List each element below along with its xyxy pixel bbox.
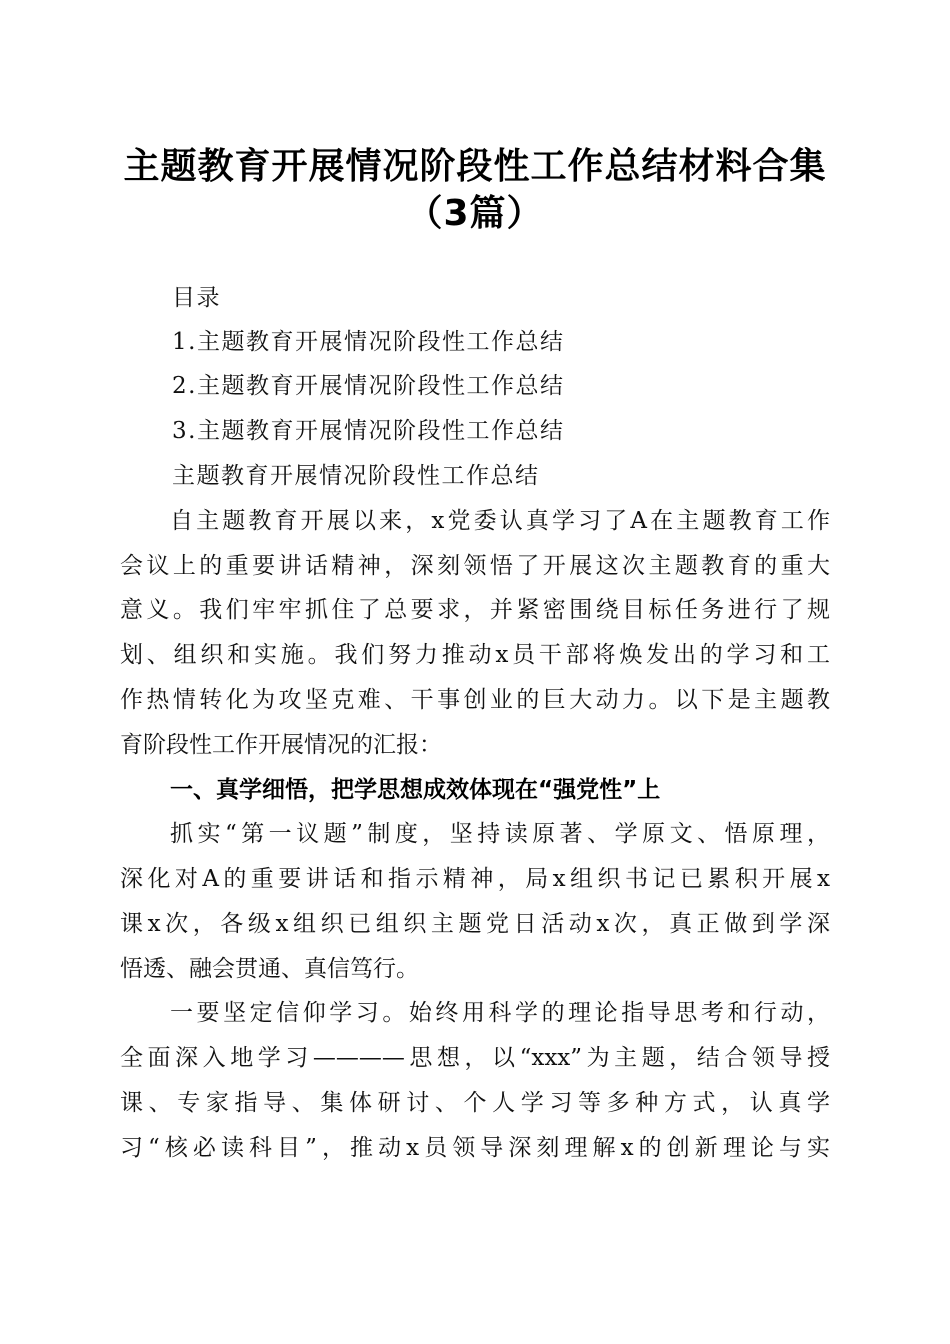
section-heading: 一、真学细悟，把学思想成效体现在“强党性”上 — [170, 777, 661, 803]
toc-item: 2.主题教育开展情况阶段性工作总结 — [172, 373, 565, 399]
intro-line: 会议上的重要讲话精神，深刻领悟了开展这次主题教育的重大 — [120, 553, 830, 579]
intro-line: 自主题教育开展以来，x党委认真学习了A在主题教育工作 — [170, 508, 830, 534]
article-title: 主题教育开展情况阶段性工作总结 — [172, 463, 540, 489]
document-subtitle: （3篇） — [406, 193, 544, 234]
paragraph-line: 一要坚定信仰学习。始终用科学的理论指导思考和行动， — [170, 1000, 830, 1026]
toc-item: 3.主题教育开展情况阶段性工作总结 — [172, 418, 565, 444]
paragraph-line: 全面深入地学习————思想，以“xxx”为主题，结合领导授 — [120, 1045, 830, 1071]
document-title: 主题教育开展情况阶段性工作总结材料合集 — [123, 146, 827, 187]
intro-line: 意义。我们牢牢抓住了总要求，并紧密围绕目标任务进行了规 — [120, 597, 830, 623]
toc-label: 目录 — [172, 285, 221, 311]
section-line: 悟透、融会贯通、真信笃行。 — [120, 956, 419, 982]
section-line: 课x次，各级x组织已组织主题党日活动x次，真正做到学深 — [120, 911, 830, 937]
intro-line: 划、组织和实施。我们努力推动x员干部将焕发出的学习和工 — [120, 642, 830, 668]
section-line: 深化对A的重要讲话和指示精神，局x组织书记已累积开展x — [120, 866, 830, 892]
section-line: 抓实“第一议题”制度，坚持读原著、学原文、悟原理， — [170, 821, 830, 847]
paragraph-line: 课、专家指导、集体研讨、个人学习等多种方式，认真学 — [120, 1090, 830, 1116]
intro-line: 育阶段性工作开展情况的汇报： — [120, 732, 442, 758]
intro-line: 作热情转化为攻坚克难、干事创业的巨大动力。以下是主题教 — [120, 687, 830, 713]
paragraph-line: 习“核必读科目”，推动x员领导深刻理解x的创新理论与实 — [120, 1135, 830, 1161]
toc-item: 1.主题教育开展情况阶段性工作总结 — [172, 329, 565, 355]
